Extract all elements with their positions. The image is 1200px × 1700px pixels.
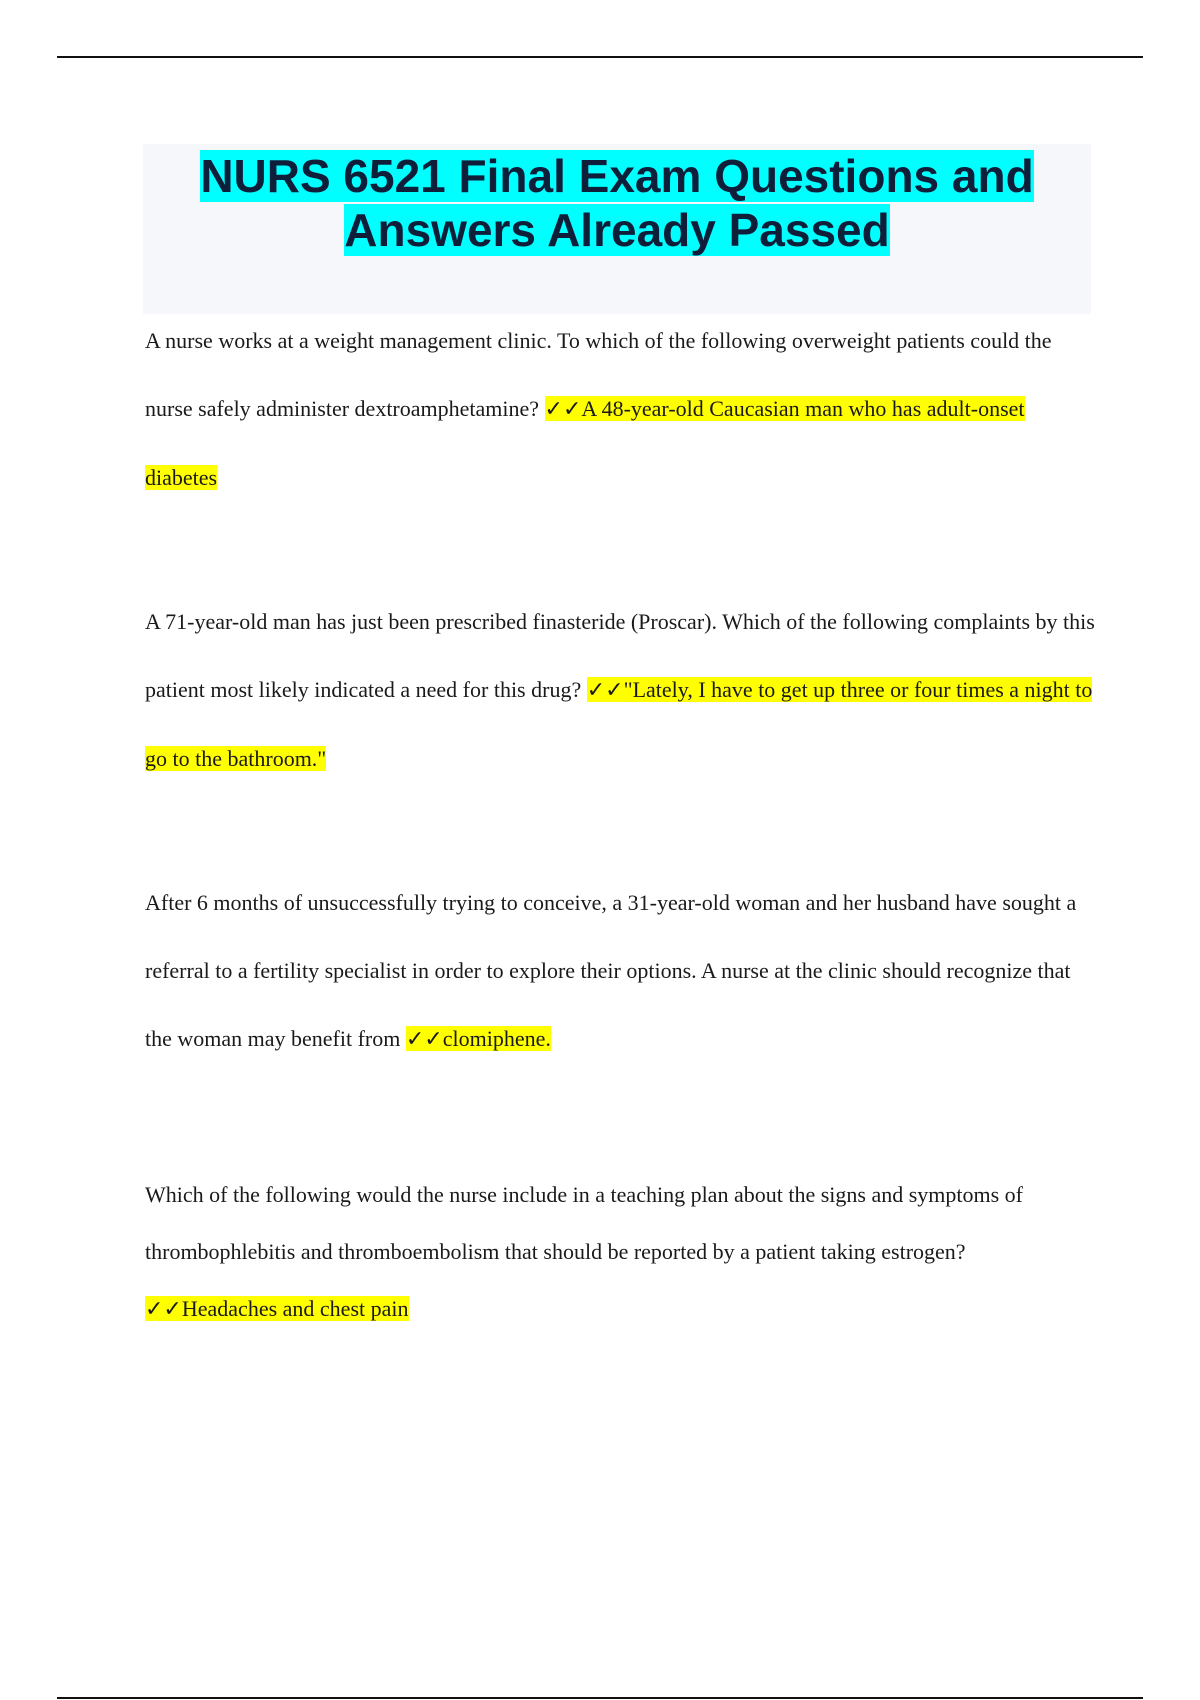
title-block bbox=[143, 144, 1091, 314]
answer-highlight bbox=[145, 1296, 409, 1321]
check-icon: ✓✓ bbox=[405, 1027, 443, 1052]
title-line-1: NURS 6521 Final Exam Questions and bbox=[200, 150, 1034, 202]
answer-text: clomiphene. bbox=[442, 1026, 551, 1051]
question-text: After 6 months of unsuccessfully trying to conceive, a 31-year-old woman and her husband have sought a referral to a fertility specialist in order to explore their options. A nurse at the clinic should recognize that the woman may benefit from bbox=[145, 890, 1077, 1051]
answer-text: Headaches and chest pain bbox=[181, 1296, 409, 1321]
check-icon: ✓✓ bbox=[145, 1297, 182, 1322]
answer-text: A 48-year-old Caucasian man who has adult-onset diabetes bbox=[145, 396, 1025, 490]
answer-text: "Lately, I have to get up three or four times a night to go to the bathroom." bbox=[145, 677, 1093, 771]
answer-highlight bbox=[406, 1026, 551, 1051]
qa-item-1 bbox=[145, 307, 1095, 512]
qa-item-4 bbox=[145, 1166, 1095, 1338]
qa-item-2 bbox=[145, 588, 1095, 793]
footer-rule bbox=[57, 1697, 1143, 1699]
header-rule bbox=[57, 56, 1143, 58]
question-text: Which of the following would the nurse include in a teaching plan about the signs and symptoms of thrombophlebitis and thromboembolism that should be reported by a patient taking estrogen? bbox=[145, 1182, 1023, 1264]
check-icon: ✓✓ bbox=[544, 397, 582, 422]
check-icon: ✓✓ bbox=[586, 678, 624, 703]
page-title bbox=[143, 144, 1091, 257]
qa-item-3 bbox=[145, 869, 1095, 1074]
question-text: A 71-year-old man has just been prescribed finasteride (Proscar). Which of the following complaints by this patient most likely indicated a need for this drug? bbox=[145, 609, 1095, 702]
title-line-2: Answers Already Passed bbox=[344, 204, 890, 256]
question-text: A nurse works at a weight management clinic. To which of the following overweight patients could the nurse safely administer dextroamphetamine? bbox=[145, 328, 1052, 421]
